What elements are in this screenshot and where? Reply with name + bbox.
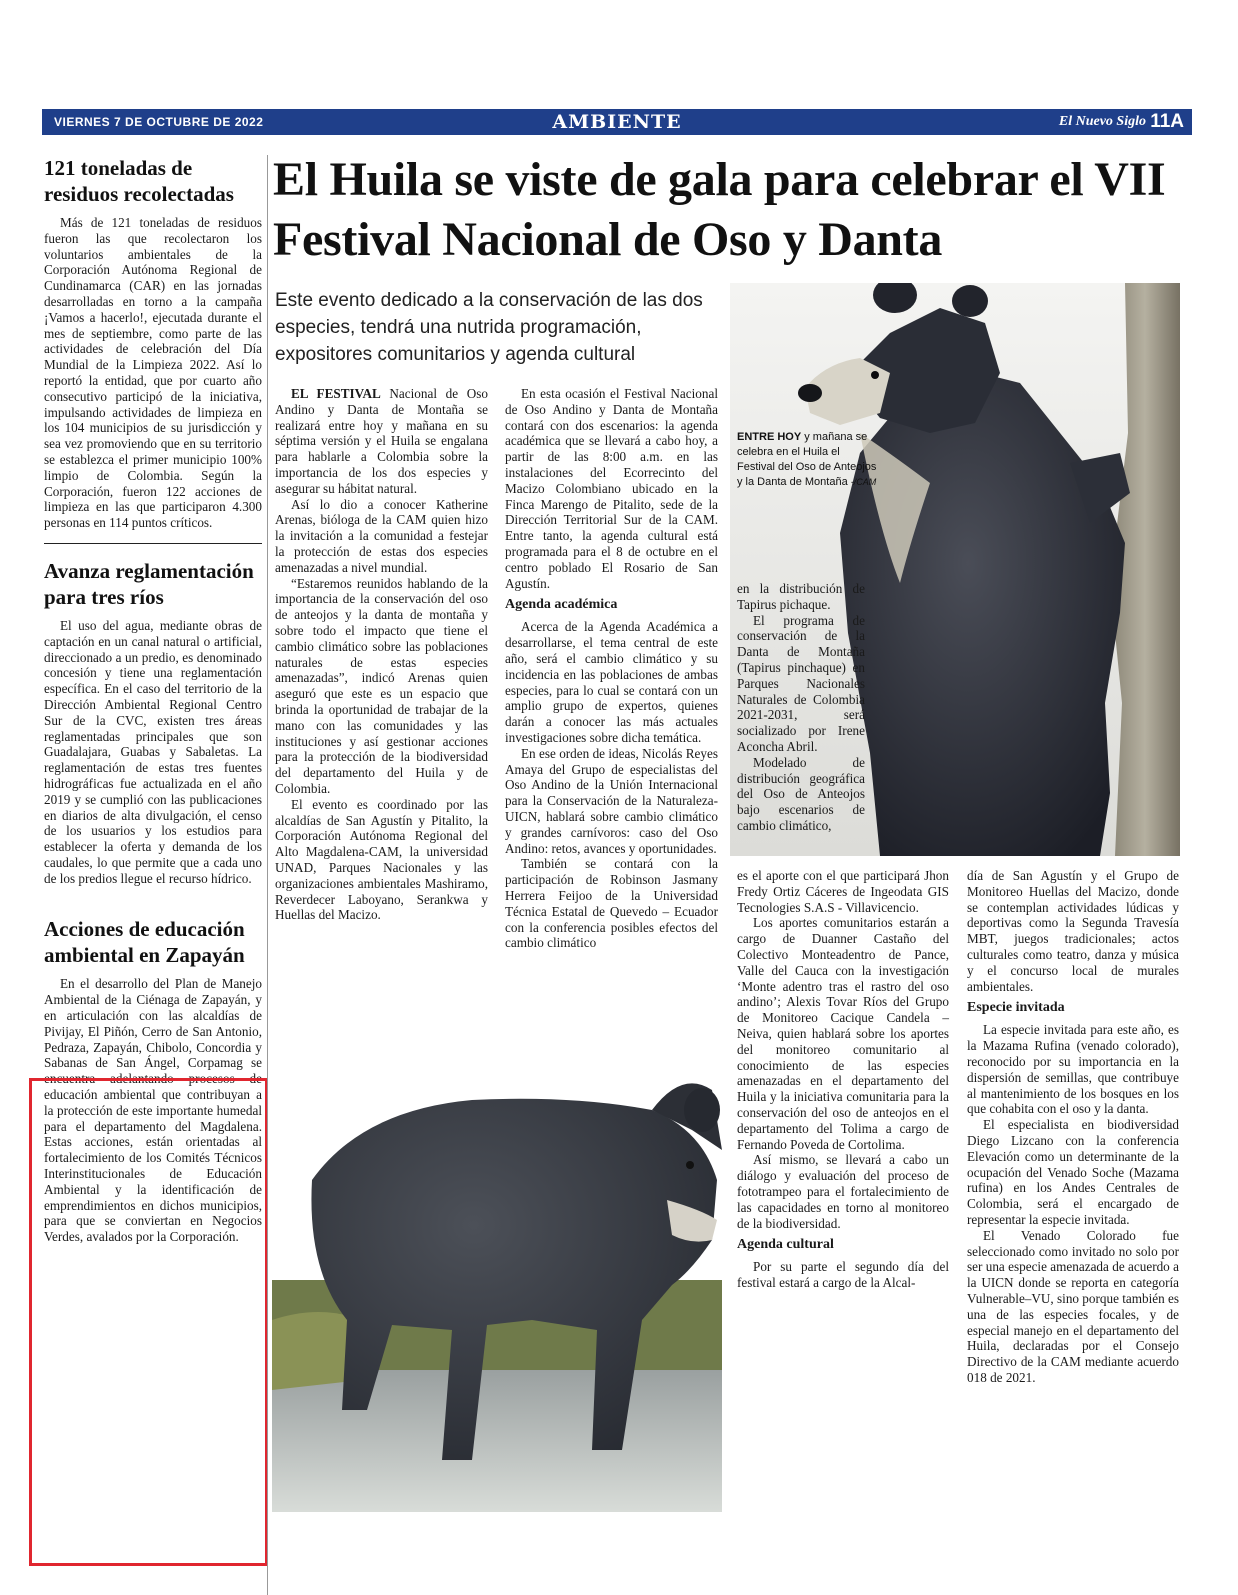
column-divider: [267, 155, 268, 1595]
col1-p3: “Estaremos reunidos hablando de la importancia de la conservación del oso de anteojos y la danta de montaña y sobre todo el impacto que tiene el cambio climático sobre las poblaciones naturales de estas especies amenazadas”, indicó Arenas quien aseguró que este es un espacio que brinda la oportunidad de trabajar de la mano con las comunidades y las instituciones y así gestionar acciones para la protección de la biodiversidad del departamento del Huila y de Colombia.: [275, 575, 488, 796]
main-headline: El Huila se viste de gala para celebrar el VII Festival Nacional de Oso y Danta: [273, 153, 1166, 266]
story-body-rios: El uso del agua, mediante obras de captación en un canal natural o artificial, direccionado a un predio, es denominado concesión y tiene una reglamentación específica. En el caso del territorio de la Dirección Ambiental Regional Centro Sur de la CVC, existen tres áreas reglamentadas principales que son Guadalajara, Guabas y Sabaletas. La reglamentación de estas tres fuentes hidrográficas fue actualizada en el año 2019 y se cumplió con las publicaciones en diarios de alta divulgación, el censo de los usuarios y los estudios para establecer la oferta y demanda de los caudales, lo que permite que a cada uno de los predios llegue el recurso hídrico.: [44, 617, 262, 886]
story-body-residuos: Más de 121 toneladas de residuos fueron las que recolectaron los voluntarios ambientales de la Corporación Autónoma Regional de Cundinamarca (CAR) en las jornadas desarrolladas en torno a la campaña ¡Vamos a hacerlo!, ejecutada durante el mes de septiembre, como parte de las actividades de celebración del Día Mundial de la Limpieza 2022. Así lo reportó la entidad, que por cuarto año consecutivo participó de la iniciativa, impulsando actividades de limpieza en los 104 municipios de su jurisdicción y sea vez promoviendo que en su territorio se establezca el primer municipio 100% limpio de Colombia. Según la Corporación, fueron 122 acciones de limpieza en las que participaron 4.300 personas en 114 puntos críticos.: [44, 215, 262, 531]
caption-lead: ENTRE HOY: [737, 431, 802, 443]
section-name: AMBIENTE: [552, 111, 682, 133]
col3b-p2: Los aportes comunitarios estarán a cargo de Duanner Castaño del Colectivo Monteadentro de Pance, Valle del Cauca con la investigación ‘Monte adentro tras el rastro del oso andino’; Alexis Tovar Ríos del Grupo de Monitoreo Cacique Candela – Neiva, quien hablará sobre los aportes del monitoreo comunitario al conocimiento de las especies amenazadas en el departamento del Huila y la iniciativa comunitaria para la conservación del oso de anteojos en el departamento del Tolima a cargo de Fernando Poveda de Cortolima.: [737, 915, 949, 1152]
col1-p1: Nacional de Oso Andino y Danta de Montaña se realizará entre hoy y mañana en su séptima versión y el Huila se engalana para hablarle a Colombia sobre la importancia de los dos especies y asegurar su hábitat natural.: [275, 386, 488, 496]
caption-credit: -/CAM: [850, 477, 877, 487]
col4-p3: El especialista en biodiversidad Diego Lizcano con la conferencia Elevación como un determinante de la ocupación del Venado Soche (Mazama rufina) en los Andes Centrales de Colombia, será el encargado de representar la especie invitada.: [967, 1117, 1179, 1227]
col4-p1: día de San Agustín y el Grupo de Monitoreo Huellas del Macizo, donde se contemplan actividades lúdicas y deportivas como la Segunda Travesía MBT, juegos tradicionales; actos culturales como teatro, danza y música y el concurso local de murales ambientales.: [967, 868, 1179, 994]
subheading-agenda-academica: Agenda académica: [505, 597, 618, 613]
photo-caption: [737, 430, 877, 490]
article-column-3-upper: [737, 581, 865, 834]
tapir-photo: [272, 1070, 722, 1512]
highlight-box: [29, 1078, 268, 1566]
col2-p1: En esta ocasión el Festival Nacional de Oso Andino y Danta de Montaña contará con dos escenarios: la agenda académica que se llevará a cabo hoy, a partir de las 8:00 a.m. en las instalaciones del Ecorrecinto del Macizo Colombiano ubicado en la Finca Marengo de Pitalito, sede de la Dirección Territorial Sur de la CAM. Entre tanto, la agenda cultural está programada para el 8 de octubre en el centro poblado El Rosario de San Agustín.: [505, 386, 718, 591]
story-title-residuos: 121 toneladas de residuos recolectadas: [44, 156, 234, 206]
col4-p2: La especie invitada para este año, es la Mazama Rufina (venado colorado), reconocido por su importancia en la dispersión de semillas, que contribuye al mantenimiento de los bosques en los que cohabita con el oso y la danta.: [967, 1022, 1179, 1117]
article-column-2: [505, 386, 718, 951]
article-column-1: [275, 386, 488, 923]
caption-text: y mañana se celebra en el Huila el Festival del Oso de Anteojos y la Danta de Montaña: [737, 431, 877, 488]
article-lead: EL FESTIVAL: [291, 386, 381, 401]
col3a-p3: Modelado de distribución geográfica del Oso de Anteojos bajo escenarios de cambio climático,: [737, 754, 865, 833]
article-column-4: [967, 868, 1179, 1386]
col3b-p3: Así mismo, se llevará a cabo un diálogo y evaluación del proceso de fototrampeo para el fortalecimiento de las capacidades en torno al monitoreo de la biodiversidad.: [737, 1152, 949, 1231]
col2-p2: Acerca de la Agenda Académica a desarrollarse, el tema central de este año, será el cambio climático y su incidencia en las poblaciones de ambas especies, para lo cual se contará con un amplio grupo de expertos, quienes darán a conocer las más actuales investigaciones sobre dicha temática.: [505, 619, 718, 745]
story-title-rios: Avanza reglamentación para tres ríos: [44, 558, 254, 609]
col3b-p4: Por su parte el segundo día del festival estará a cargo de la Alcal-: [737, 1259, 949, 1291]
newspaper-name: El Nuevo Siglo: [1058, 114, 1146, 129]
subheading-especie-invitada: Especie invitada: [967, 1000, 1065, 1016]
col1-p4: El evento es coordinado por las alcaldías de San Agustín y Pitalito, la Corporación Autónoma Regional del Alto Magdalena-CAM, la universidad UNAD, Parques Nacionales y las organizaciones ambientales Mashiramo, Reverdecer Laboyano, Serankwa y Huellas del Macizo.: [275, 796, 488, 923]
page-number: 11A: [1150, 111, 1184, 132]
col2-p4: También se contará con la participación de Robinson Jasmany Herrera Feijoo de la Universidad Técnica Estatal de Quevedo – Ecuador con la conferencia posibles efectos del cambio climático: [505, 856, 718, 951]
main-subhead: Este evento dedicado a la conservación de las dos especies, tendrá una nutrida programación, expositores comunitarios y agenda cultural: [275, 290, 703, 365]
story-body-zapayan: En el desarrollo del Plan de Manejo Ambiental de la Ciénaga de Zapayán, y en articulación con las alcaldías de Pivijay, El Piñón, Cerro de San Antonio, Pedraza, Zapayán, Chibolo, Concordia y Sabanas de San Ángel, Corpamag se encuentra adelantando procesos de educación ambiental que contribuyan a la protección de este importante humedal para el departamento del Magdalena. Estas acciones, están orientadas al fortalecimiento de los Comités Técnicos Interinstitucionales de Educación Ambiental y la identificación de emprendimientos en dichos municipios, para que se conviertan en Negocios Verdes, avalados por la Corporación.: [44, 976, 262, 1245]
col1-p2: Así lo dio a conocer Katherine Arenas, bióloga de la CAM quien hizo la invitación a la comunidad a festejar la protección de estas dos especies amenazadas a nivel mundial.: [275, 496, 488, 575]
sidebar-divider: [44, 543, 262, 544]
col2-p3: En ese orden de ideas, Nicolás Reyes Amaya del Grupo de especialistas del Oso Andino de la Unión Internacional para la Conservación de la Naturaleza-UICN, hablará sobre cambio climático y grandes carnívoros: caso del Oso Andino: retos, avances y oportunidades.: [505, 745, 718, 856]
section-header-bar: [42, 109, 1192, 135]
col3a-p2: El programa de conservación de la Danta de Montaña (Tapirus pinchaque) en Parques Nacionales Naturales de Colombia 2021-2031, será socializado por Irene Aconcha Abril.: [737, 612, 865, 754]
article-column-3-lower: [737, 868, 949, 1291]
col3b-p1: es el aporte con el que participará Jhon Fredy Ortiz Cáceres de Ingeodata GIS Tecnologies S.A.S - Villavicencio.: [737, 868, 949, 915]
issue-date: VIERNES 7 DE OCTUBRE DE 2022: [54, 115, 264, 129]
story-title-zapayan: Acciones de educación ambiental en Zapayán: [44, 917, 245, 968]
col3a-p1: en la distribución de Tapirus pichaque.: [737, 581, 865, 612]
col4-p4: El Venado Colorado fue seleccionado como invitado no solo por ser una especie amenazada de acuerdo a la UICN donde se reporta en categoría Vulnerable–VU, sino porque también es una de las especies focales, y de especial manejo en el departamento del Huila, declaradas por el Consejo Directivo de la CAM mediante acuerdo 018 de 2021.: [967, 1227, 1179, 1385]
subheading-agenda-cultural: Agenda cultural: [737, 1237, 834, 1253]
